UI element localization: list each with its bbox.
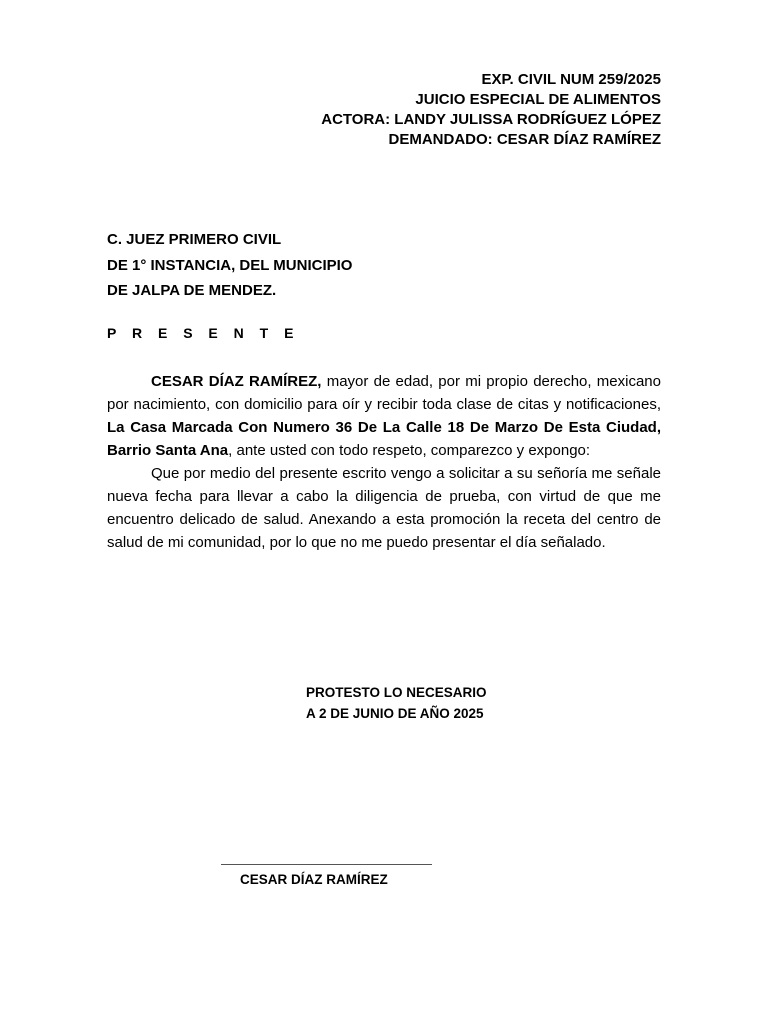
case-header: [321, 70, 661, 150]
case-type: JUICIO ESPECIAL DE ALIMENTOS: [415, 91, 661, 108]
paragraph-intro: [107, 370, 661, 462]
addressee-line-3: DE JALPA DE MENDEZ.: [107, 282, 277, 299]
paragraph-request: Que por medio del presente escrito vengo a solicitar a su señoría me señale nueva fecha para llevar a cabo la diligencia de prueba, con virtud de que me encuentro delicado de salud. Anexando a esta promoción la receta del centro de salud de mi comunidad, por lo que no me puedo presentar el día señalado.: [107, 465, 661, 551]
sender-name: CESAR DÍAZ RAMÍREZ,: [151, 373, 322, 390]
sender-address: La Casa Marcada Con Numero 36 De La Calle 18 De Marzo De Esta Ciudad, Barrio Santa Ana: [107, 419, 661, 459]
closing-date: A 2 DE JUNIO DE AÑO 2025: [306, 706, 484, 721]
paragraph-intro-text-1: mayor de edad, por mi propio derecho, mexicano por nacimiento, con domicilio para oír y recibir toda clase de citas y notificaciones,: [107, 373, 661, 413]
closing-line-1: PROTESTO LO NECESARIO: [306, 685, 487, 700]
closing-block: [306, 682, 487, 724]
plaintiff: ACTORA: LANDY JULISSA RODRÍGUEZ LÓPEZ: [321, 111, 661, 128]
defendant: DEMANDADO: CESAR DÍAZ RAMÍREZ: [388, 131, 661, 148]
letter-body: [107, 370, 661, 554]
addressee-line-1: C. JUEZ PRIMERO CIVIL: [107, 231, 282, 248]
paragraph-intro-text-2: , ante usted con todo respeto, comparezco y expongo:: [228, 442, 591, 459]
signature-line: [221, 864, 432, 865]
signature-name: CESAR DÍAZ RAMÍREZ: [240, 872, 388, 887]
presente-heading: P R E S E N T E: [107, 325, 300, 341]
addressee-block: [107, 227, 352, 304]
addressee-line-2: DE 1° INSTANCIA, DEL MUNICIPIO: [107, 256, 353, 274]
case-number: EXP. CIVIL NUM 259/2025: [481, 71, 661, 88]
